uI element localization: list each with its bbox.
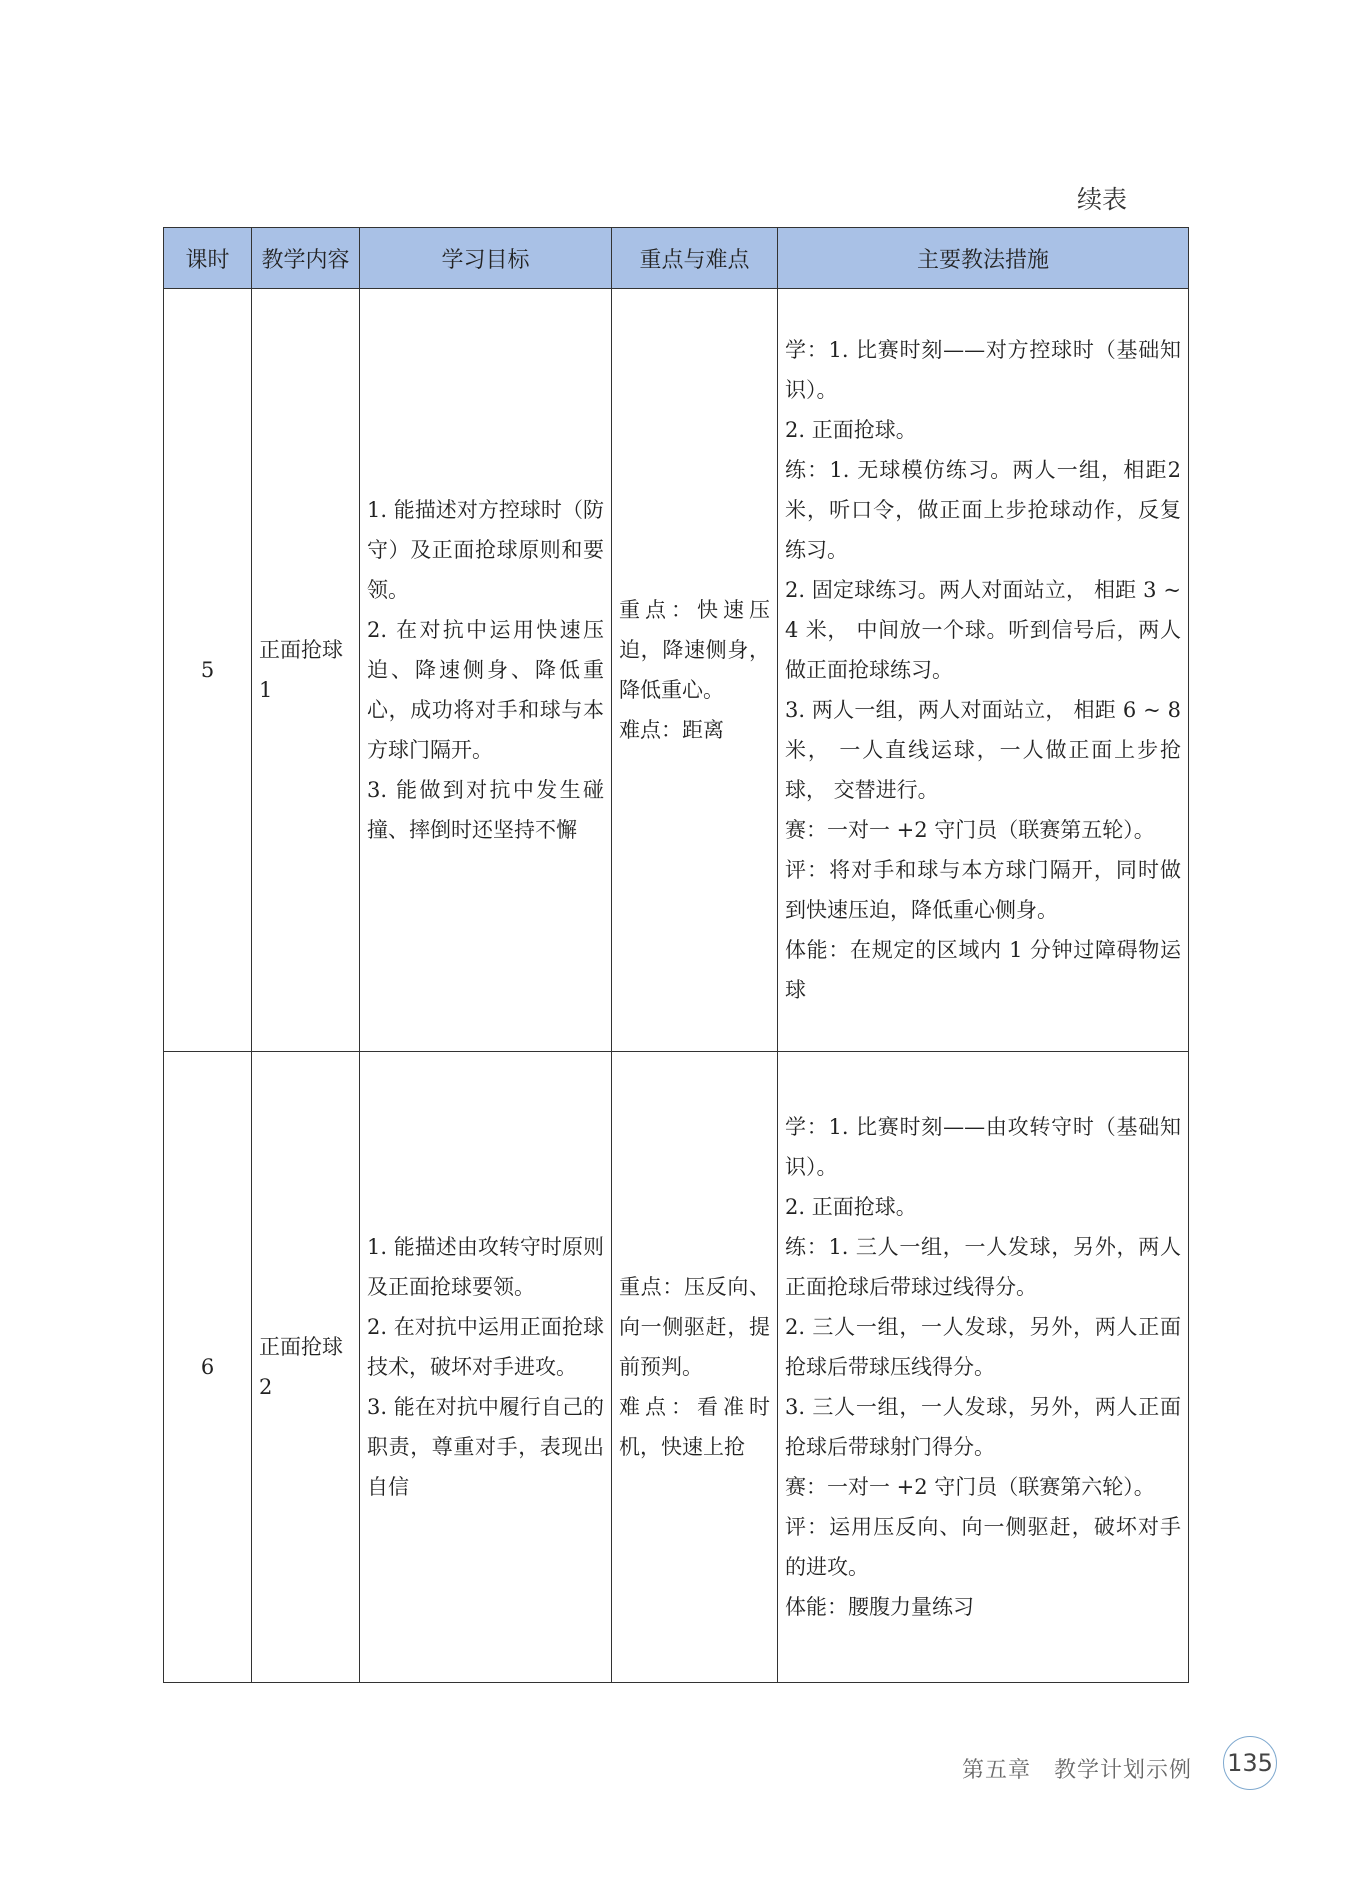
header-methods: 主要教法措施 [778,228,1189,289]
objective-item: 3. 能做到对抗中发生碰撞、摔倒时还坚持不懈 [367,778,604,842]
continued-label: 续表 [1077,185,1128,214]
method-item: 2. 三人一组，一人发球，另外，两人正面抢球后带球压线得分。 [785,1315,1181,1379]
learning-objectives [360,1052,612,1683]
key-points [612,1052,778,1683]
method-item: 2. 固定球练习。两人对面站立， 相距 3 ~ 4 米， 中间放一个球。听到信号后，两人做正面抢球练习。 [785,578,1181,682]
method-item: 2. 正面抢球。 [785,418,917,442]
objective-item: 2. 在对抗中运用快速压迫、降速侧身、降低重心，成功将对手和球与本方球门隔开。 [367,618,604,762]
method-item: 赛：一对一 +2 守门员（联赛第五轮）。 [785,818,1155,842]
header-objectives: 学习目标 [360,228,612,289]
objective-item: 3. 能在对抗中履行自己的职责，尊重对手，表现出自信 [367,1395,604,1499]
lesson-number: 5 [164,289,252,1052]
key-points [612,289,778,1052]
content-line: 正面抢球 [259,638,343,662]
table-row [164,289,1189,1052]
method-item: 练：1. 三人一组，一人发球，另外，两人正面抢球后带球过线得分。 [785,1235,1181,1299]
method-item: 评：运用压反向、向一侧驱赶，破坏对手的进攻。 [785,1515,1181,1579]
teaching-methods [778,1052,1189,1683]
key-point-item: 重点：快速压迫，降速侧身，降低重心。 [619,598,770,702]
method-item: 2. 正面抢球。 [785,1195,917,1219]
method-item: 学：1. 比赛时刻——对方控球时（基础知识）。 [785,338,1181,402]
method-item: 学：1. 比赛时刻——由攻转守时（基础知识）。 [785,1115,1181,1179]
key-point-item: 难点：看准时机，快速上抢 [619,1395,770,1459]
method-item: 赛：一对一 +2 守门员（联赛第六轮）。 [785,1475,1155,1499]
content-line: 正面抢球 [259,1335,343,1359]
page-number: 135 [1223,1736,1277,1790]
objective-item: 1. 能描述由攻转守时原则及正面抢球要领。 [367,1235,604,1299]
objective-item: 1. 能描述对方控球时（防守）及正面抢球原则和要领。 [367,498,604,602]
table-row [164,1052,1189,1683]
method-item: 练：1. 无球模仿练习。两人一组，相距2 米，听口令，做正面上步抢球动作，反复练习。 [785,458,1181,562]
method-item: 体能：腰腹力量练习 [785,1595,974,1619]
lesson-number: 6 [164,1052,252,1683]
chapter-footer: 第五章 教学计划示例 [962,1758,1193,1783]
method-item: 评：将对手和球与本方球门隔开，同时做到快速压迫，降低重心侧身。 [785,858,1181,922]
teaching-methods [778,289,1189,1052]
header-content: 教学内容 [252,228,360,289]
method-item: 体能：在规定的区域内 1 分钟过障碍物运球 [785,938,1181,1002]
objective-item: 2. 在对抗中运用正面抢球技术，破坏对手进攻。 [367,1315,604,1379]
content-line: 1 [259,678,273,702]
table-header-row [164,228,1189,289]
key-point-item: 难点：距离 [619,718,724,742]
lesson-content [252,1052,360,1683]
teaching-plan-table [163,227,1189,1683]
learning-objectives [360,289,612,1052]
header-key-points: 重点与难点 [612,228,778,289]
key-point-item: 重点：压反向、向一侧驱赶，提前预判。 [619,1275,770,1379]
header-lesson: 课时 [164,228,252,289]
content-line: 2 [259,1375,273,1399]
method-item: 3. 两人一组，两人对面站立， 相距 6 ~ 8 米， 一人直线运球，一人做正面上步抢球， 交替进行。 [785,698,1181,802]
lesson-content [252,289,360,1052]
method-item: 3. 三人一组，一人发球，另外，两人正面抢球后带球射门得分。 [785,1395,1181,1459]
